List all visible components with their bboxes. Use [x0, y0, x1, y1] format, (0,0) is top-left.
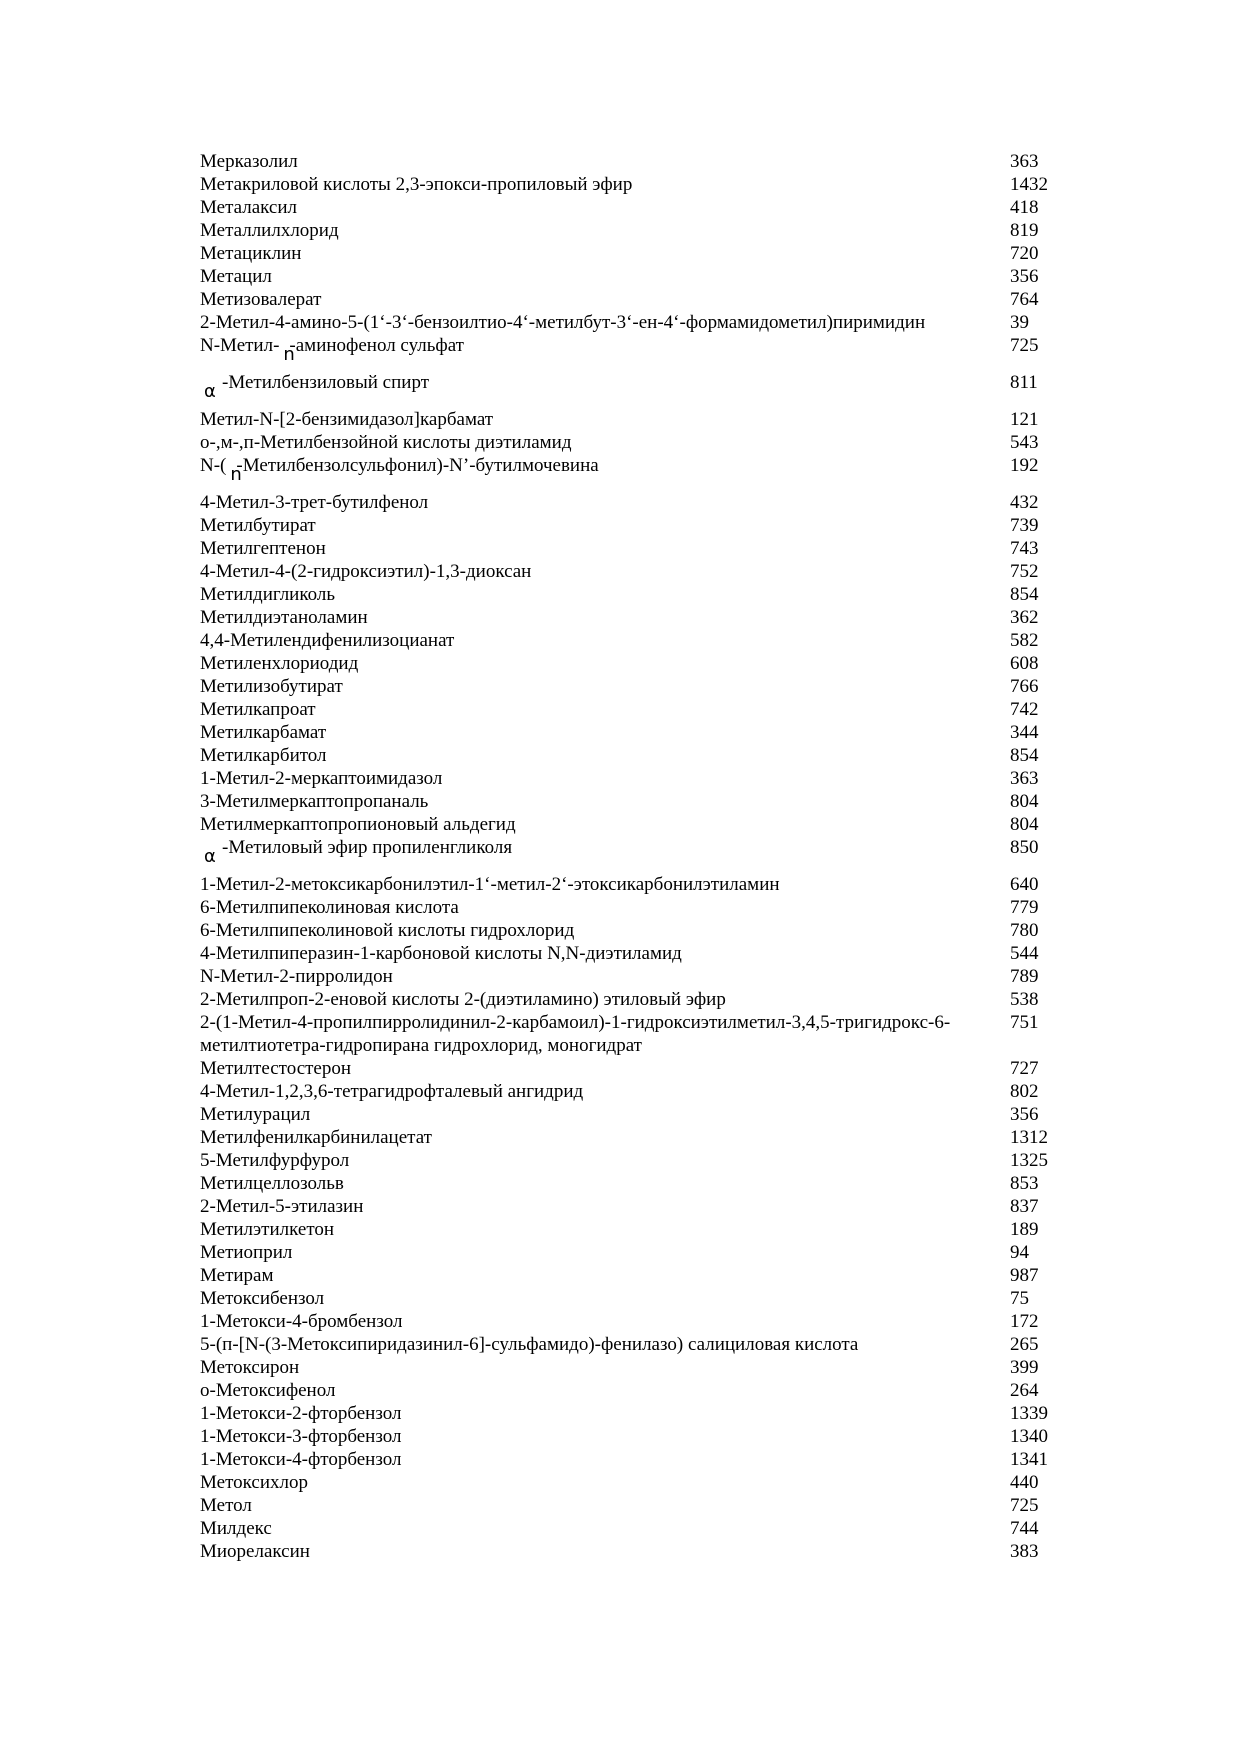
- entry-name: Метоксирон: [200, 1357, 300, 1378]
- index-entry: [200, 1494, 1080, 1517]
- entry-page-number: 356: [1010, 1104, 1039, 1125]
- entry-name: 2-(1-Метил-4-пропилпирролидинил-2-карбамоил)-1-гидроксиэтилметил-3,4,5-тригидрокс-6-метилтиотетра-гидропирана гидрохлорид, моногидрат: [200, 1012, 951, 1056]
- entry-page-number: 779: [1010, 897, 1039, 918]
- entry-page-number: 752: [1010, 561, 1039, 582]
- entry-name: 2-Метил-5-этилазин: [200, 1196, 364, 1217]
- index-entry: [200, 965, 1080, 988]
- index-entry: [200, 1402, 1080, 1425]
- index-entry: [200, 606, 1080, 629]
- entry-page-number: 383: [1010, 1541, 1039, 1562]
- index-entry: [200, 942, 1080, 965]
- entry-name: Метилдигликоль: [200, 584, 336, 605]
- entry-name: Метоксихлор: [200, 1472, 308, 1493]
- index-entry: [200, 873, 1080, 896]
- index-entry: [200, 1425, 1080, 1448]
- entry-page-number: 811: [1010, 372, 1038, 393]
- entry-name: [200, 836, 1010, 867]
- entry-page-number: 264: [1010, 1380, 1039, 1401]
- index-entry: [200, 334, 1080, 371]
- entry-page-number: 189: [1010, 1219, 1039, 1240]
- index-entry: [200, 919, 1080, 942]
- entry-page-number: 987: [1010, 1265, 1039, 1286]
- entry-name: 2-Метилпроп-2-еновой кислоты 2-(диэтиламино) этиловый эфир: [200, 989, 726, 1010]
- index-entry: [200, 265, 1080, 288]
- index-entry: [200, 537, 1080, 560]
- entry-page-number: 172: [1010, 1311, 1039, 1332]
- entry-name: Мерказолил: [200, 151, 298, 172]
- index-entry: [200, 1011, 1080, 1057]
- entry-page-number: 743: [1010, 538, 1039, 559]
- index-entry: [200, 242, 1080, 265]
- index-entry: [200, 744, 1080, 767]
- symbol-glyph: n: [283, 344, 295, 365]
- index-entry: [200, 1103, 1080, 1126]
- index-entry: [200, 1195, 1080, 1218]
- entry-name: Металаксил: [200, 197, 297, 218]
- entry-page-number: 1325: [1010, 1150, 1048, 1171]
- entry-name: N-Метил-2-пирролидон: [200, 966, 393, 987]
- entry-page-number: 739: [1010, 515, 1039, 536]
- entry-name: Метилгептенон: [200, 538, 326, 559]
- entry-page-number: 802: [1010, 1081, 1039, 1102]
- entry-page-number: 356: [1010, 266, 1039, 287]
- entry-page-number: 192: [1010, 455, 1039, 476]
- entry-name: 1-Метокси-4-фторбензол: [200, 1449, 402, 1470]
- index-entry: [200, 408, 1080, 431]
- entry-name: Металлилхлорид: [200, 220, 339, 241]
- entry-name: 4-Метил-1,2,3,6-тетрагидрофталевый ангидрид: [200, 1081, 584, 1102]
- entry-page-number: 399: [1010, 1357, 1039, 1378]
- entry-name: Метилдиэтаноламин: [200, 607, 368, 628]
- entry-name: [200, 371, 1010, 402]
- entry-page-number: 1312: [1010, 1127, 1048, 1148]
- entry-name: Метилурацил: [200, 1104, 311, 1125]
- entry-name: 4,4-Метилендифенилизоцианат: [200, 630, 455, 651]
- entry-name: 6-Метилпипеколиновая кислота: [200, 897, 459, 918]
- entry-page-number: 1339: [1010, 1403, 1048, 1424]
- index-entry: [200, 988, 1080, 1011]
- entry-page-number: 265: [1010, 1334, 1039, 1355]
- index-entry: [200, 1379, 1080, 1402]
- entry-name: 4-Метил-3-трет-бутилфенол: [200, 492, 429, 513]
- entry-page-number: 819: [1010, 220, 1039, 241]
- entry-name: 5-Метилфурфурол: [200, 1150, 350, 1171]
- entry-name: 1-Метокси-3-фторбензол: [200, 1426, 402, 1447]
- entry-name: о-,м-,п-Метилбензойной кислоты диэтиламид: [200, 432, 572, 453]
- entry-page-number: 725: [1010, 335, 1039, 356]
- index-entry: [200, 1333, 1080, 1356]
- index-entry: [200, 813, 1080, 836]
- entry-page-number: 766: [1010, 676, 1039, 697]
- entry-page-number: 75: [1010, 1288, 1029, 1309]
- entry-name: Метилмеркаптопропионовый альдегид: [200, 814, 516, 835]
- entry-name: Метакриловой кислоты 2,3-эпокси-пропиловый эфир: [200, 174, 633, 195]
- entry-name: Метилкарбамат: [200, 722, 327, 743]
- index-entry: [200, 1149, 1080, 1172]
- index-entry: [200, 196, 1080, 219]
- entry-page-number: 751: [1010, 1012, 1039, 1033]
- index-entry: [200, 629, 1080, 652]
- entry-name: Метацил: [200, 266, 272, 287]
- symbol-glyph: α: [204, 846, 216, 867]
- entry-page-number: 744: [1010, 1518, 1039, 1539]
- entry-name: Метиоприл: [200, 1242, 293, 1263]
- entry-name-prefix: N-Метил-: [200, 335, 280, 356]
- entry-name: Метилкапроат: [200, 699, 316, 720]
- entry-name: Метилбутират: [200, 515, 316, 536]
- index-entry: [200, 721, 1080, 744]
- entry-page-number: 94: [1010, 1242, 1029, 1263]
- entry-name: Метиленхлориодид: [200, 653, 359, 674]
- symbol-glyph: α: [204, 381, 216, 402]
- index-entry: [200, 491, 1080, 514]
- entry-page-number: 363: [1010, 768, 1039, 789]
- entry-page-number: 543: [1010, 432, 1039, 453]
- index-table: [200, 150, 1080, 1563]
- entry-page-number: 720: [1010, 243, 1039, 264]
- index-entry: [200, 150, 1080, 173]
- index-entry: [200, 1540, 1080, 1563]
- index-entry: [200, 1448, 1080, 1471]
- index-entry: [200, 652, 1080, 675]
- index-entry: [200, 560, 1080, 583]
- entry-page-number: 440: [1010, 1472, 1039, 1493]
- entry-page-number: 344: [1010, 722, 1039, 743]
- index-entry: [200, 371, 1080, 408]
- entry-name: [200, 454, 1010, 485]
- entry-name: 6-Метилпипеколиновой кислоты гидрохлорид: [200, 920, 575, 941]
- entry-page-number: 39: [1010, 312, 1029, 333]
- index-entry: [200, 767, 1080, 790]
- index-entry: [200, 1471, 1080, 1494]
- index-entry: [200, 698, 1080, 721]
- entry-page-number: 544: [1010, 943, 1039, 964]
- entry-page-number: 362: [1010, 607, 1039, 628]
- index-entry: [200, 311, 1080, 334]
- index-entry: [200, 1218, 1080, 1241]
- entry-page-number: 538: [1010, 989, 1039, 1010]
- index-entry: [200, 790, 1080, 813]
- entry-page-number: 789: [1010, 966, 1039, 987]
- index-entry: [200, 583, 1080, 606]
- index-entry: [200, 1356, 1080, 1379]
- entry-name-suffix: -Метилбензиловый спирт: [222, 372, 430, 393]
- entry-page-number: 853: [1010, 1173, 1039, 1194]
- index-entry: [200, 431, 1080, 454]
- entry-name: 3-Метилмеркаптопропаналь: [200, 791, 429, 812]
- entry-page-number: 725: [1010, 1495, 1039, 1516]
- entry-page-number: 608: [1010, 653, 1039, 674]
- entry-page-number: 854: [1010, 745, 1039, 766]
- index-entry: [200, 1241, 1080, 1264]
- entry-name: 1-Метил-2-метоксикарбонилэтил-1‘-метил-2‘-этоксикарбонилэтиламин: [200, 874, 780, 895]
- entry-page-number: 727: [1010, 1058, 1039, 1079]
- entry-page-number: 804: [1010, 814, 1039, 835]
- entry-page-number: 418: [1010, 197, 1039, 218]
- index-entry: [200, 1517, 1080, 1540]
- entry-name: Метол: [200, 1495, 252, 1516]
- entry-name: 4-Метилпиперазин-1-карбоновой кислоты N,N-диэтиламид: [200, 943, 682, 964]
- entry-page-number: 780: [1010, 920, 1039, 941]
- entry-page-number: 1341: [1010, 1449, 1048, 1470]
- index-entry: [200, 1126, 1080, 1149]
- entry-name: Метизовалерат: [200, 289, 322, 310]
- entry-name: Милдекс: [200, 1518, 272, 1539]
- entry-name: 1-Метил-2-меркаптоимидазол: [200, 768, 443, 789]
- index-entry: [200, 219, 1080, 242]
- entry-page-number: 742: [1010, 699, 1039, 720]
- index-entry: [200, 454, 1080, 491]
- entry-page-number: 804: [1010, 791, 1039, 812]
- entry-name: Метилизобутират: [200, 676, 343, 697]
- symbol-glyph: n: [230, 464, 242, 485]
- index-entry: [200, 1057, 1080, 1080]
- entry-name: Миорелаксин: [200, 1541, 310, 1562]
- entry-page-number: 854: [1010, 584, 1039, 605]
- index-entry: [200, 1172, 1080, 1195]
- entry-name: Метациклин: [200, 243, 302, 264]
- entry-name: 1-Метокси-4-бромбензол: [200, 1311, 403, 1332]
- entry-page-number: 837: [1010, 1196, 1039, 1217]
- entry-name-suffix: -аминофенол сульфат: [289, 335, 464, 356]
- entry-name: Метилцеллозольв: [200, 1173, 344, 1194]
- entry-name: [200, 334, 1010, 365]
- entry-name: Метил-N-[2-бензимидазол]карбамат: [200, 409, 494, 430]
- entry-name: о-Метоксифенол: [200, 1380, 336, 1401]
- entry-name: Метилтестостерон: [200, 1058, 352, 1079]
- index-entry: [200, 1310, 1080, 1333]
- entry-name-suffix: -Метиловый эфир пропиленгликоля: [222, 837, 513, 858]
- entry-name-prefix: N-(: [200, 455, 227, 476]
- index-entry: [200, 1080, 1080, 1103]
- entry-page-number: 850: [1010, 837, 1039, 858]
- index-entry: [200, 1287, 1080, 1310]
- entry-page-number: 432: [1010, 492, 1039, 513]
- entry-page-number: 1340: [1010, 1426, 1048, 1447]
- entry-page-number: 363: [1010, 151, 1039, 172]
- entry-name: Метоксибензол: [200, 1288, 325, 1309]
- entry-page-number: 582: [1010, 630, 1039, 651]
- entry-name-suffix: -Метилбензолсульфонил)-N’-бутилмочевина: [236, 455, 599, 476]
- entry-name: 2-Метил-4-амино-5-(1‘-3‘-бензоилтио-4‘-метилбут-3‘-ен-4‘-формамидометил)пиримидин: [200, 312, 926, 333]
- index-entry: [200, 675, 1080, 698]
- index-entry: [200, 288, 1080, 311]
- index-entry: [200, 896, 1080, 919]
- entry-name: 5-(п-[N-(3-Метоксипиридазинил-6]-сульфамидо)-фенилазо) салициловая кислота: [200, 1334, 859, 1355]
- entry-page-number: 1432: [1010, 174, 1048, 195]
- entry-name: Метирам: [200, 1265, 274, 1286]
- index-entry: [200, 1264, 1080, 1287]
- entry-page-number: 121: [1010, 409, 1039, 430]
- entry-name: 1-Метокси-2-фторбензол: [200, 1403, 402, 1424]
- entry-name: 4-Метил-4-(2-гидроксиэтил)-1,3-диоксан: [200, 561, 532, 582]
- entry-name: Метилкарбитол: [200, 745, 327, 766]
- entry-page-number: 640: [1010, 874, 1039, 895]
- entry-name: Метилэтилкетон: [200, 1219, 335, 1240]
- index-entry: [200, 836, 1080, 873]
- entry-name: Метилфенилкарбинилацетат: [200, 1127, 432, 1148]
- entry-page-number: 764: [1010, 289, 1039, 310]
- index-entry: [200, 514, 1080, 537]
- index-entry: [200, 173, 1080, 196]
